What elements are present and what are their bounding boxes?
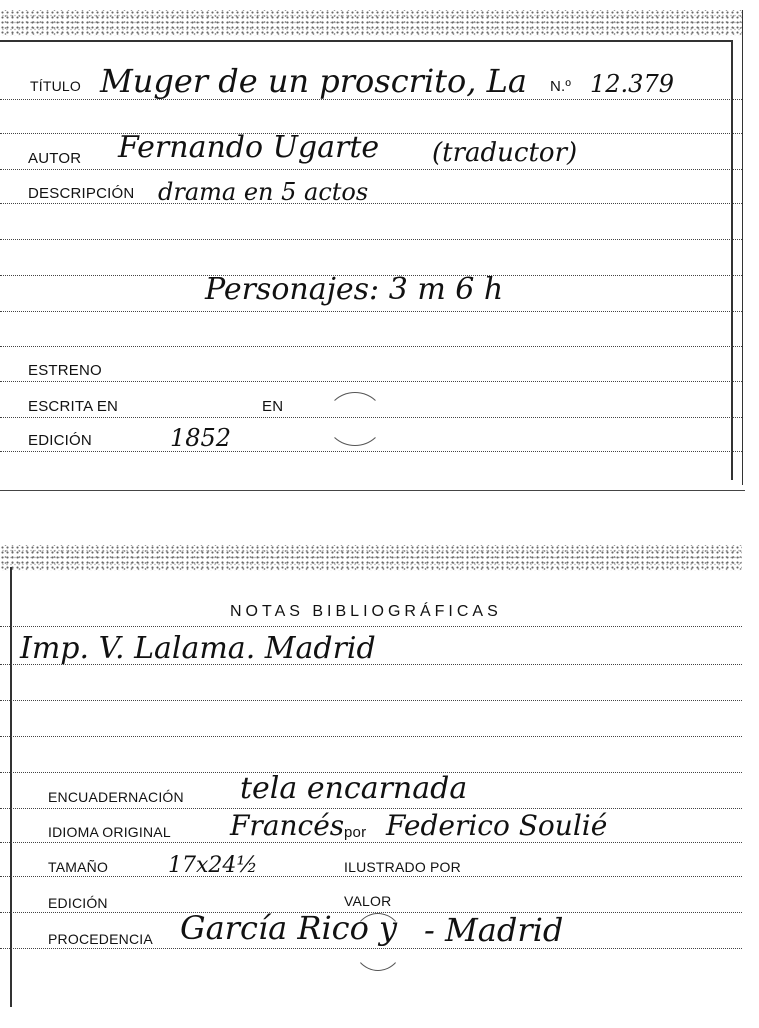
ruled-line: [0, 168, 742, 170]
ruled-line: [0, 807, 742, 809]
procedencia-label: PROCEDENCIA: [48, 931, 153, 947]
ruled-line: [0, 699, 742, 701]
ruled-line: [0, 238, 742, 240]
card-edge-texture: [0, 10, 742, 36]
descripcion-label: DESCRIPCIÓN: [28, 185, 135, 202]
numero-value: 12.379: [590, 70, 674, 98]
ruled-line: [0, 345, 742, 347]
catalog-card-top: [0, 10, 743, 485]
ruled-line: [0, 310, 742, 312]
card-right-rule: [731, 40, 733, 480]
stamp-mark: [326, 392, 384, 446]
autor-note: (traductor): [432, 138, 578, 168]
idioma-label: IDIOMA ORIGINAL: [48, 824, 171, 840]
tamano-value: 17x24½: [168, 853, 258, 878]
card-separator: [0, 490, 745, 491]
ruled-line: [0, 735, 742, 737]
por-label: por: [344, 824, 367, 841]
numero-label: N.º: [550, 78, 572, 95]
escrita-en-label: ESCRITA EN: [28, 398, 119, 415]
catalog-card-bottom: [0, 545, 742, 1015]
en-label: EN: [262, 398, 284, 415]
descripcion-value: drama en 5 actos: [158, 178, 369, 206]
ruled-line: [0, 450, 742, 452]
autor-label: AUTOR: [28, 150, 82, 167]
notas-heading: NOTAS BIBLIOGRÁFICAS: [230, 603, 502, 620]
titulo-value: Muger de un proscrito, La: [100, 62, 527, 100]
procedencia-value: García Rico y: [180, 909, 398, 947]
procedencia-city: - Madrid: [424, 911, 564, 949]
idioma-value: Francés: [230, 809, 345, 842]
ruled-line: [0, 875, 742, 877]
personajes-value: Personajes: 3 m 6 h: [205, 272, 504, 307]
edicion-label: EDICIÓN: [28, 432, 92, 449]
nota-value: Imp. V. Lalama. Madrid: [20, 631, 376, 666]
ruled-line: [0, 841, 742, 843]
card-edge-texture: [0, 545, 742, 571]
edicion-label-bottom: EDICIÓN: [48, 895, 108, 911]
valor-label: VALOR: [344, 893, 392, 909]
ilustrado-label: ILUSTRADO POR: [344, 859, 461, 875]
autor-value: Fernando Ugarte: [118, 130, 380, 165]
edicion-value: 1852: [170, 424, 232, 452]
tamano-label: TAMAÑO: [48, 859, 109, 875]
por-value: Federico Soulié: [386, 809, 608, 842]
card-top-rule: [0, 40, 733, 42]
card-left-rule: [10, 567, 12, 1007]
ruled-line: [0, 202, 742, 204]
titulo-label: TÍTULO: [30, 78, 81, 94]
stamp-mark: [352, 913, 404, 971]
encuadernacion-value: tela encarnada: [240, 771, 468, 806]
ruled-line: [0, 380, 742, 382]
ruled-line: [0, 625, 742, 627]
encuadernacion-label: ENCUADERNACIÓN: [48, 789, 184, 805]
estreno-label: ESTRENO: [28, 362, 102, 379]
